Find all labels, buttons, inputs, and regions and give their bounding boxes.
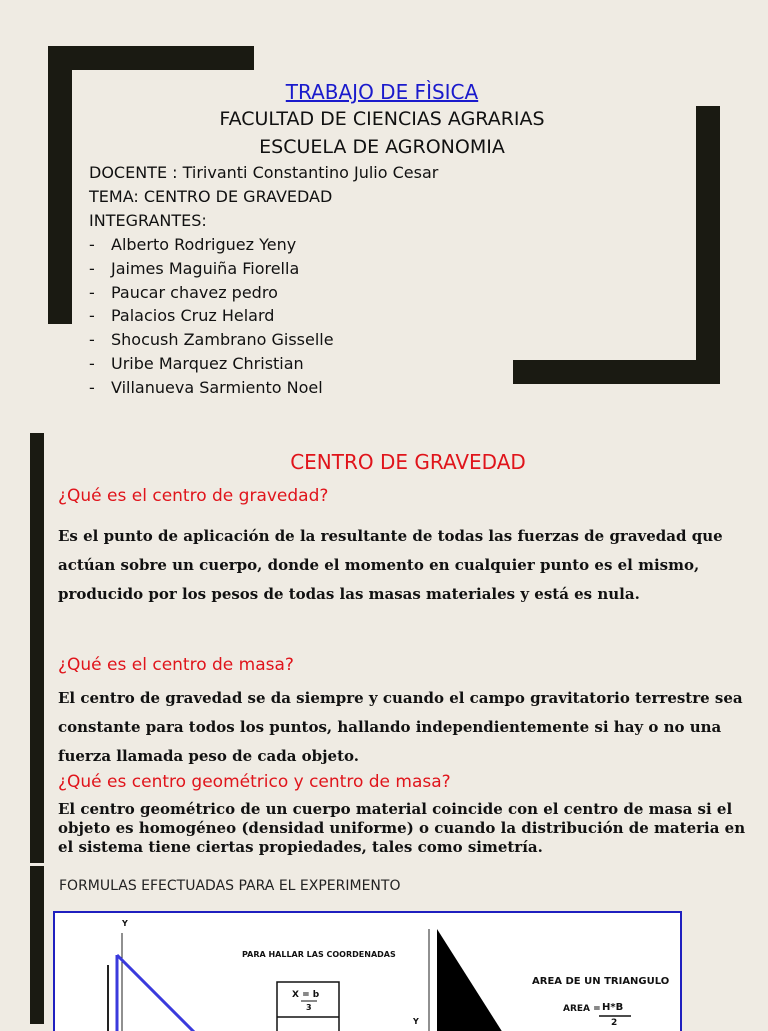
list-item xyxy=(89,304,334,328)
area-numerator: H*B xyxy=(602,1002,624,1013)
members-list xyxy=(89,233,334,400)
list-item xyxy=(89,281,334,305)
school-name: ESCUELA DE AGRONOMIA xyxy=(259,136,505,158)
formulas-figure xyxy=(53,911,682,1031)
bullet-dash: - xyxy=(89,306,95,326)
bullet-dash: - xyxy=(89,353,95,373)
area-lhs: AREA = xyxy=(563,1004,601,1014)
area-heading: AREA DE UN TRIANGULO xyxy=(532,976,670,987)
docente-line: DOCENTE : Tirivanti Constantino Julio Cesar xyxy=(89,163,439,182)
bullet-dash: - xyxy=(89,377,95,397)
filled-triangle xyxy=(437,929,503,1031)
member-name: Shocush Zambrano Gisselle xyxy=(111,330,334,350)
list-item xyxy=(89,328,334,352)
bullet-dash: - xyxy=(89,330,95,350)
answer-gravity-center: Es el punto de aplicación de la resultante de todas las fuerzas de gravedad que actúan sobre un cuerpo, donde el momento en cualquier punto es el mismo, producido por los pesos de todas las masas materiales y está es nula. xyxy=(58,527,723,603)
integrantes-label: INTEGRANTES: xyxy=(89,211,207,230)
list-item xyxy=(89,376,334,400)
formulas-title: FORMULAS EFECTUADAS PARA EL EXPERIMENTO xyxy=(59,878,401,894)
member-name: Uribe Marquez Christian xyxy=(111,353,304,373)
list-item xyxy=(89,257,334,281)
axis-y-label: Y xyxy=(122,919,128,928)
frame-bar-bottom-right-horizontal xyxy=(513,360,720,384)
member-name: Jaimes Maguiña Fiorella xyxy=(111,258,300,278)
coords-heading: PARA HALLAR LAS COORDENADAS xyxy=(242,950,396,959)
list-item xyxy=(89,233,334,257)
answer-mass-center: El centro de gravedad se da siempre y cuando el campo gravitatorio terrestre sea constante para todos los puntos, hallando independientemente si hay o no una fuerza llamada peso de cada objeto. xyxy=(58,689,743,765)
tema-line: TEMA: CENTRO DE GRAVEDAD xyxy=(89,187,333,206)
answer-geometric-center: El centro geométrico de un cuerpo material coincide con el centro de masa si el objeto es homogéneo (densidad uniforme) o cuando la distribución de materia en el sistema tiene ciertas propiedades, tales como simetría. xyxy=(58,800,746,856)
axis-y-label-right: Y xyxy=(413,1017,419,1026)
bullet-dash: - xyxy=(89,258,95,278)
section-title: CENTRO DE GRAVEDAD xyxy=(290,450,526,474)
cover-title: TRABAJO DE FÌSICA xyxy=(285,80,479,104)
triangle-hypotenuse xyxy=(117,955,195,1031)
area-denominator: 2 xyxy=(611,1018,618,1028)
member-name: Palacios Cruz Helard xyxy=(111,306,275,326)
content-accent-bar-lower xyxy=(30,866,44,1024)
member-name: Paucar chavez pedro xyxy=(111,282,278,302)
bullet-dash: - xyxy=(89,235,95,254)
question-gravity-center: ¿Qué es el centro de gravedad? xyxy=(58,486,329,506)
member-name: Villanueva Sarmiento Noel xyxy=(111,377,323,397)
content-accent-bar-upper xyxy=(30,433,44,863)
x-formula-lhs: X = b xyxy=(292,990,320,1000)
member-name: Alberto Rodriguez Yeny xyxy=(111,235,297,254)
x-formula-denominator: 3 xyxy=(306,1003,312,1012)
question-mass-center: ¿Qué es el centro de masa? xyxy=(58,655,294,675)
question-geometric-center: ¿Qué es centro geométrico y centro de masa? xyxy=(58,772,451,792)
list-item xyxy=(89,352,334,376)
faculty-name: FACULTAD DE CIENCIAS AGRARIAS xyxy=(219,108,545,130)
bullet-dash: - xyxy=(89,282,95,302)
frame-bar-top-left-horizontal xyxy=(48,46,254,70)
